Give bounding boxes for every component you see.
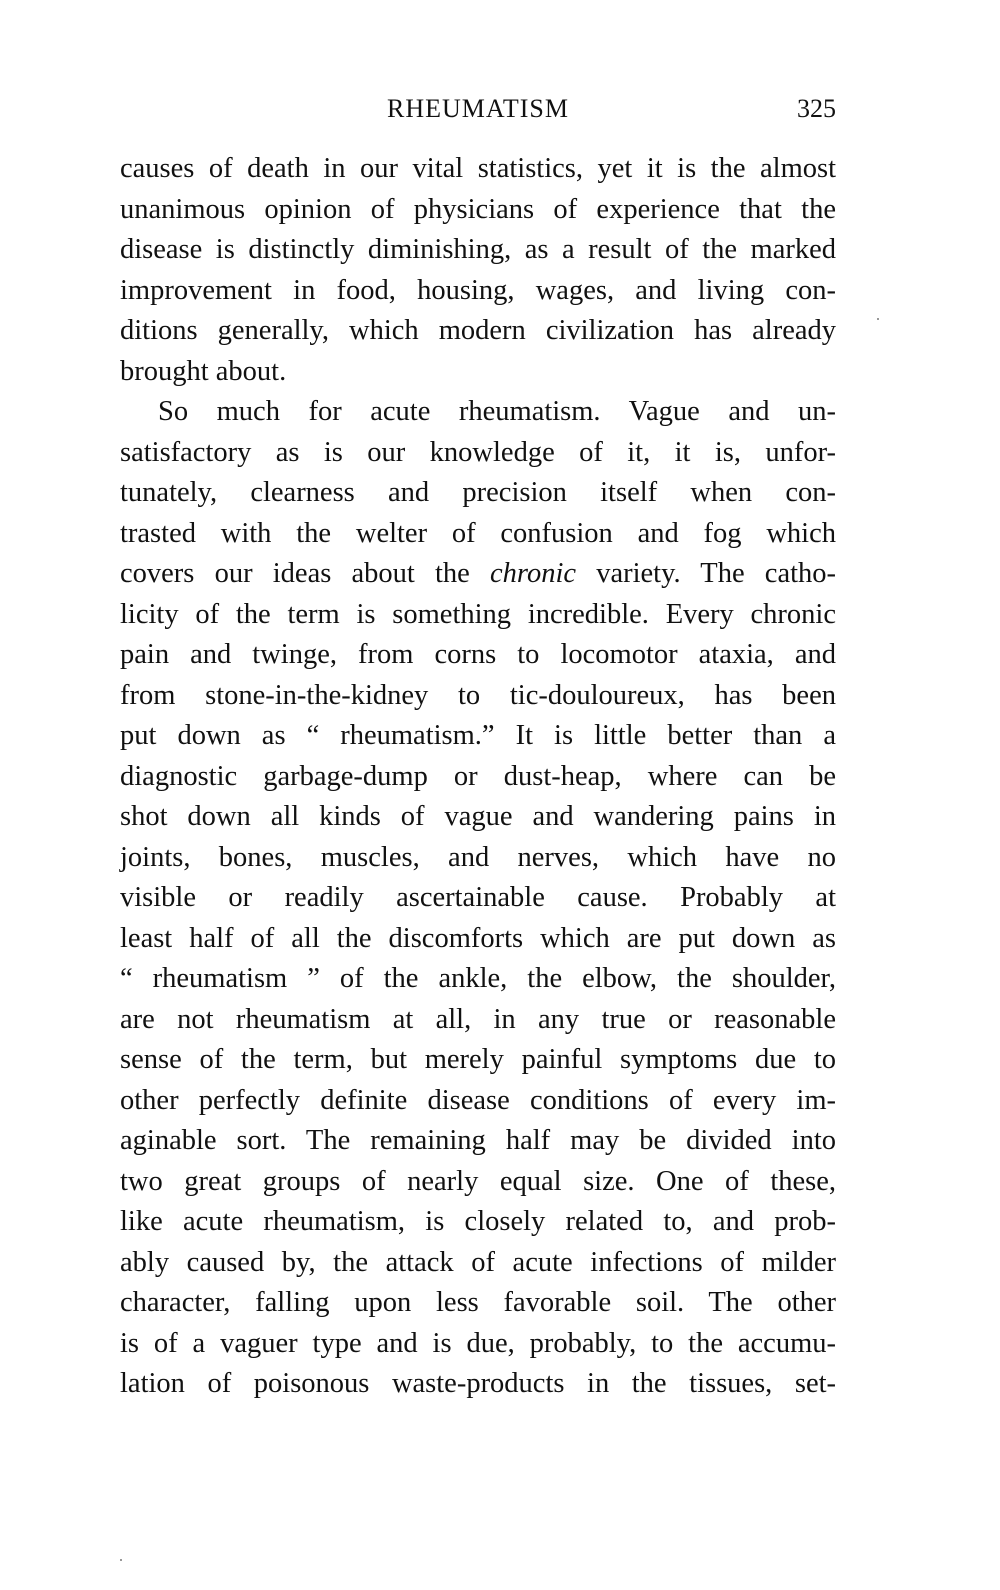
text-line-18: joints, bones, muscles, and nerves, which have no bbox=[120, 841, 836, 873]
text-line-22: are not rheumatism at all, in any true or reasonable bbox=[120, 1003, 836, 1035]
text-line-8: satisfactory as is our knowledge of it, it is, unfor- bbox=[120, 436, 836, 468]
text-line-14: from stone-in-the-kidney to tic-douloureux, has been bbox=[120, 679, 836, 711]
text-line-3: disease is distinctly diminishing, as a result of the marked bbox=[120, 234, 836, 265]
text-line-12: licity of the term is something incredible. Every chronic bbox=[120, 598, 836, 630]
text-line-11-before: covers our ideas about the bbox=[120, 558, 491, 589]
text-line-13: pain and twinge, from corns to locomotor ataxia, and bbox=[120, 639, 836, 670]
text-line-5: ditions generally, which modern civilization has already bbox=[120, 315, 836, 346]
text-line-30: is of a vaguer type and is due, probably, to the accumu- bbox=[120, 1327, 836, 1359]
text-line-21: “ rheumatism ” of the ankle, the elbow, the shoulder, bbox=[120, 963, 836, 994]
text-line-2: unanimous opinion of physicians of experience that the bbox=[120, 193, 836, 225]
text-line-27: like acute rheumatism, is closely related to, and prob- bbox=[120, 1206, 836, 1237]
body-text bbox=[120, 149, 836, 1405]
text-line-28: ably caused by, the attack of acute infections of milder bbox=[120, 1246, 836, 1278]
text-line-20: least half of all the discomforts which are put down as bbox=[120, 922, 836, 954]
text-line-17: shot down all kinds of vague and wandering pains in bbox=[120, 801, 836, 832]
text-line-25: aginable sort. The remaining half may be divided into bbox=[120, 1125, 836, 1156]
text-line-24: other perfectly definite disease conditions of every im- bbox=[120, 1084, 836, 1116]
running-title: RHEUMATISM bbox=[387, 94, 569, 123]
text-line-19: visible or readily ascertainable cause. Probably at bbox=[120, 882, 836, 913]
text-line-10: trasted with the welter of confusion and fog which bbox=[120, 517, 836, 549]
text-line-6: brought about. bbox=[120, 355, 287, 387]
text-line-23: sense of the term, but merely painful symptoms due to bbox=[120, 1044, 836, 1075]
text-line-7: So much for acute rheumatism. Vague and un- bbox=[158, 396, 836, 427]
text-line-15: put down as “ rheumatism.” It is little better than a bbox=[120, 720, 836, 751]
text-line-11-after: variety. The catho- bbox=[576, 558, 836, 589]
text-line-4: improvement in food, housing, wages, and living con- bbox=[120, 274, 836, 306]
running-head bbox=[120, 92, 836, 126]
text-line-11 bbox=[120, 554, 836, 595]
scan-speck bbox=[877, 318, 879, 320]
text-line-29: character, falling upon less favorable soil. The other bbox=[120, 1287, 836, 1318]
text-line-16: diagnostic garbage-dump or dust-heap, where can be bbox=[120, 760, 836, 792]
text-line-9: tunately, clearness and precision itself when con- bbox=[120, 477, 836, 508]
text-line-1: causes of death in our vital statistics, yet it is the almost bbox=[120, 153, 836, 184]
italic-term: chronic bbox=[490, 558, 577, 589]
text-line-26: two great groups of nearly equal size. One of these, bbox=[120, 1165, 836, 1197]
page-number: 325 bbox=[797, 94, 836, 123]
scan-speck bbox=[120, 1559, 122, 1561]
text-line-31: lation of poisonous waste-products in the tissues, set- bbox=[120, 1368, 836, 1399]
